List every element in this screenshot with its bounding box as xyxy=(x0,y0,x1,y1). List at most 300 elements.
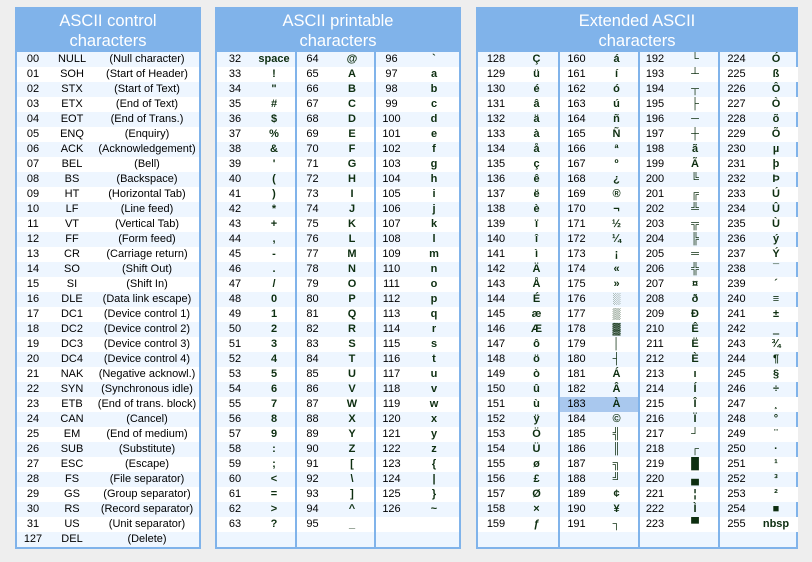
char-code: 234 xyxy=(727,203,746,215)
table-row xyxy=(295,382,374,397)
char-code: 229 xyxy=(727,128,746,140)
table-row xyxy=(295,217,374,232)
control-abbrev: EOT xyxy=(60,113,84,125)
char-code: 182 xyxy=(567,383,586,395)
char-glyph: Ê xyxy=(691,323,699,335)
table-row xyxy=(719,352,798,367)
char-code: 51 xyxy=(228,338,242,350)
table-row xyxy=(719,487,798,502)
control-code: 27 xyxy=(26,458,40,470)
table-row xyxy=(478,82,559,97)
char-code: 222 xyxy=(645,503,665,515)
char-code: 192 xyxy=(645,53,665,65)
table-row xyxy=(719,532,798,547)
char-code: 63 xyxy=(228,518,242,530)
table-row xyxy=(559,472,639,487)
control-code: 19 xyxy=(26,338,40,350)
control-description: (Vertical Tab) xyxy=(115,218,179,230)
table-row xyxy=(719,82,798,97)
table-row xyxy=(478,247,559,262)
char-glyph: ¢ xyxy=(613,488,620,500)
char-glyph: ¶ xyxy=(772,353,780,365)
char-glyph: î xyxy=(534,233,539,245)
table-row xyxy=(559,352,639,367)
control-description: (Start of Header) xyxy=(106,68,188,80)
table-row xyxy=(374,232,459,247)
char-glyph: È xyxy=(691,353,699,365)
char-glyph: a xyxy=(430,68,438,80)
char-glyph: c xyxy=(430,98,438,110)
char-glyph: Ö xyxy=(532,428,541,440)
char-glyph: J xyxy=(348,203,356,215)
char-code: 108 xyxy=(382,233,401,245)
control-code: 22 xyxy=(26,383,40,395)
control-abbrev: DLE xyxy=(61,293,83,305)
table-row xyxy=(719,112,798,127)
table-row xyxy=(217,517,295,532)
table-row xyxy=(17,172,199,187)
char-code: 113 xyxy=(382,308,401,320)
char-code: 151 xyxy=(486,398,506,410)
char-glyph: H xyxy=(348,173,356,185)
control-description: (Record separator) xyxy=(100,503,194,515)
table-row xyxy=(295,247,374,262)
char-glyph: ! xyxy=(272,68,276,80)
char-code: 189 xyxy=(567,488,586,500)
char-code: 103 xyxy=(382,158,401,170)
char-code: 155 xyxy=(486,458,506,470)
table-row xyxy=(217,187,295,202)
table-row xyxy=(559,427,639,442)
table-row xyxy=(639,367,719,382)
char-glyph: Õ xyxy=(771,128,781,140)
control-panel-title: ASCII control characters xyxy=(59,11,157,50)
char-code: 210 xyxy=(645,323,665,335)
table-row xyxy=(17,457,199,472)
table-row xyxy=(478,307,559,322)
char-code: 141 xyxy=(486,248,506,260)
table-row xyxy=(559,262,639,277)
char-glyph: ² xyxy=(774,488,778,500)
char-glyph: ~ xyxy=(430,503,438,515)
char-glyph: P xyxy=(348,293,356,305)
char-glyph: Q xyxy=(347,308,357,320)
char-glyph: I xyxy=(350,188,354,200)
char-glyph: 5 xyxy=(270,368,278,380)
table-row xyxy=(478,517,559,532)
table-row xyxy=(17,127,199,142)
table-row xyxy=(559,232,639,247)
char-code: 212 xyxy=(645,353,665,365)
char-glyph: ë xyxy=(533,188,540,200)
char-code: 97 xyxy=(385,68,398,80)
char-code: 96 xyxy=(385,53,398,65)
table-row xyxy=(374,412,459,427)
char-code: 240 xyxy=(727,293,746,305)
printable-column xyxy=(217,52,295,547)
char-glyph: ` xyxy=(432,53,436,65)
table-row xyxy=(374,502,459,517)
printable-panel-title: ASCII printable characters xyxy=(282,11,394,50)
char-code: 65 xyxy=(306,68,319,80)
char-code: 110 xyxy=(382,263,401,275)
char-glyph: ╩ xyxy=(691,203,699,215)
table-row xyxy=(17,187,199,202)
char-code: 59 xyxy=(228,458,242,470)
char-glyph: / xyxy=(272,278,276,290)
char-glyph: í xyxy=(614,68,619,80)
table-row xyxy=(478,157,559,172)
char-code: 180 xyxy=(567,353,586,365)
char-glyph: ª xyxy=(614,143,619,155)
char-code: 74 xyxy=(306,203,319,215)
char-glyph: 3 xyxy=(270,338,278,350)
char-glyph: · xyxy=(774,443,778,455)
char-glyph: ð xyxy=(691,293,699,305)
control-column xyxy=(17,52,199,547)
char-code: 68 xyxy=(306,113,319,125)
table-row xyxy=(17,427,199,442)
char-code: 248 xyxy=(727,413,746,425)
char-code: 150 xyxy=(486,383,506,395)
table-row xyxy=(719,247,798,262)
char-glyph: $ xyxy=(270,113,278,125)
table-row xyxy=(559,532,639,547)
table-row xyxy=(217,397,295,412)
table-row xyxy=(295,232,374,247)
table-row xyxy=(295,82,374,97)
char-code: 95 xyxy=(306,518,319,530)
table-row xyxy=(295,52,374,67)
extended-column xyxy=(639,52,719,547)
char-code: 252 xyxy=(727,473,746,485)
char-glyph: V xyxy=(348,383,356,395)
char-glyph: è xyxy=(533,203,540,215)
char-code: 208 xyxy=(645,293,665,305)
char-glyph: ö xyxy=(533,353,540,365)
char-code: 165 xyxy=(567,128,586,140)
table-row xyxy=(295,202,374,217)
table-row xyxy=(374,442,459,457)
char-glyph: ▒ xyxy=(612,308,621,320)
char-glyph: ü xyxy=(533,68,540,80)
char-glyph: ï xyxy=(534,218,539,230)
table-row xyxy=(559,412,639,427)
char-code: 198 xyxy=(645,143,665,155)
table-row xyxy=(17,292,199,307)
table-row xyxy=(478,202,559,217)
char-glyph: A xyxy=(348,68,356,80)
table-row xyxy=(374,397,459,412)
char-code: 119 xyxy=(382,398,401,410)
control-description: (Start of Text) xyxy=(114,83,180,95)
control-code: 26 xyxy=(26,443,40,455)
char-glyph: u xyxy=(430,368,438,380)
table-row xyxy=(374,172,459,187)
table-row xyxy=(719,322,798,337)
table-row xyxy=(217,157,295,172)
char-glyph: ù xyxy=(533,398,540,410)
char-code: 54 xyxy=(228,383,242,395)
table-row xyxy=(17,412,199,427)
extended-column xyxy=(559,52,639,547)
table-row xyxy=(639,247,719,262)
char-glyph: À xyxy=(612,398,621,410)
char-glyph: ¡ xyxy=(614,248,619,260)
table-row xyxy=(478,352,559,367)
char-code: 223 xyxy=(645,518,665,530)
char-code: 211 xyxy=(646,338,664,350)
char-code: 219 xyxy=(645,458,665,470)
char-code: 126 xyxy=(382,503,401,515)
table-row xyxy=(217,292,295,307)
char-code: 80 xyxy=(306,293,319,305)
extended-panel-title: Extended ASCII characters xyxy=(578,11,696,50)
char-code: 174 xyxy=(567,263,586,275)
table-row xyxy=(478,502,559,517)
char-glyph: ó xyxy=(613,83,620,95)
table-row xyxy=(559,202,639,217)
char-code: 47 xyxy=(228,278,242,290)
char-glyph: = xyxy=(270,488,278,500)
table-row xyxy=(295,502,374,517)
table-row xyxy=(719,367,798,382)
table-row xyxy=(17,322,199,337)
char-code: 76 xyxy=(306,233,319,245)
table-row xyxy=(217,82,295,97)
char-code: 225 xyxy=(727,68,746,80)
table-row xyxy=(478,232,559,247)
char-glyph: ³ xyxy=(774,473,778,485)
control-abbrev: SUB xyxy=(60,443,84,455)
char-code: 161 xyxy=(567,68,586,80)
char-code: 186 xyxy=(567,443,586,455)
table-row xyxy=(639,382,719,397)
char-code: 170 xyxy=(567,203,586,215)
char-glyph: ═ xyxy=(691,248,699,260)
char-code: 185 xyxy=(567,428,586,440)
char-glyph: < xyxy=(270,473,278,485)
char-code: 39 xyxy=(228,158,242,170)
char-code: 191 xyxy=(567,518,586,530)
control-abbrev: RS xyxy=(64,503,80,515)
char-glyph: ã xyxy=(691,143,699,155)
table-row xyxy=(639,82,719,97)
table-row xyxy=(295,307,374,322)
table-row xyxy=(559,382,639,397)
char-code: 67 xyxy=(306,98,319,110)
table-row xyxy=(478,112,559,127)
table-row xyxy=(719,277,798,292)
char-code: 196 xyxy=(645,113,665,125)
char-glyph: 2 xyxy=(270,323,278,335)
char-glyph: æ xyxy=(531,308,542,320)
table-row xyxy=(295,517,374,532)
table-row xyxy=(478,277,559,292)
char-glyph: B xyxy=(348,83,356,95)
char-glyph: ƒ xyxy=(533,518,540,530)
char-glyph: M xyxy=(347,248,357,260)
char-code: 123 xyxy=(382,458,401,470)
char-glyph: ; xyxy=(272,458,276,470)
table-row xyxy=(217,502,295,517)
char-code: 177 xyxy=(567,308,586,320)
table-row xyxy=(639,142,719,157)
table-row xyxy=(719,187,798,202)
char-glyph: ¬ xyxy=(613,203,620,215)
table-row xyxy=(295,337,374,352)
char-glyph: ÿ xyxy=(533,413,540,425)
table-row xyxy=(478,127,559,142)
char-glyph: õ xyxy=(772,113,780,125)
char-code: 64 xyxy=(306,53,319,65)
char-glyph: Ä xyxy=(532,263,541,275)
char-glyph: > xyxy=(270,503,278,515)
char-code: 34 xyxy=(228,83,242,95)
table-row xyxy=(639,307,719,322)
table-row xyxy=(17,67,199,82)
char-code: 81 xyxy=(306,308,319,320)
control-description: (Form feed) xyxy=(118,233,176,245)
table-row xyxy=(559,367,639,382)
control-code: 10 xyxy=(26,203,40,215)
printable-table xyxy=(217,52,459,547)
char-code: 56 xyxy=(228,413,242,425)
table-row xyxy=(217,52,295,67)
table-row xyxy=(559,157,639,172)
table-row xyxy=(374,112,459,127)
table-row xyxy=(639,97,719,112)
char-glyph: W xyxy=(346,398,358,410)
table-row xyxy=(559,337,639,352)
table-row xyxy=(478,442,559,457)
char-glyph: ≡ xyxy=(772,293,780,305)
char-code: 86 xyxy=(306,383,319,395)
control-abbrev: SYN xyxy=(60,383,84,395)
char-code: 202 xyxy=(645,203,665,215)
table-row xyxy=(17,247,199,262)
char-code: 53 xyxy=(228,368,242,380)
table-row xyxy=(478,427,559,442)
control-abbrev: STX xyxy=(61,83,83,95)
char-code: 48 xyxy=(228,293,242,305)
char-glyph: } xyxy=(431,488,437,500)
char-glyph: [ xyxy=(350,458,354,470)
char-code: 136 xyxy=(486,173,506,185)
char-glyph: space xyxy=(258,53,290,65)
table-row xyxy=(374,157,459,172)
char-glyph: ├ xyxy=(691,98,699,110)
table-row xyxy=(478,217,559,232)
char-code: 142 xyxy=(486,263,506,275)
char-code: 45 xyxy=(228,248,242,260)
char-glyph: & xyxy=(270,143,278,155)
char-code: 32 xyxy=(228,53,242,65)
char-code: 88 xyxy=(306,413,319,425)
table-row xyxy=(639,337,719,352)
control-abbrev: DEL xyxy=(61,533,83,545)
char-glyph: " xyxy=(271,83,277,95)
control-description: (Unit separator) xyxy=(108,518,186,530)
table-row xyxy=(217,232,295,247)
char-glyph: █ xyxy=(691,458,699,470)
table-row xyxy=(639,172,719,187)
table-row xyxy=(374,307,459,322)
char-code: 217 xyxy=(645,428,665,440)
char-code: 138 xyxy=(486,203,506,215)
control-description: (Device control 2) xyxy=(103,323,191,335)
char-code: 91 xyxy=(306,458,319,470)
char-glyph: j xyxy=(432,203,436,215)
char-code: 77 xyxy=(306,248,319,260)
control-abbrev: FF xyxy=(65,233,79,245)
char-glyph: p xyxy=(430,293,438,305)
char-glyph: é xyxy=(533,83,540,95)
char-glyph: å xyxy=(533,143,540,155)
char-code: 179 xyxy=(567,338,586,350)
table-row xyxy=(719,517,798,532)
char-glyph: r xyxy=(431,323,437,335)
char-code: 72 xyxy=(306,173,319,185)
char-code: 153 xyxy=(486,428,506,440)
char-glyph: ┌ xyxy=(691,443,699,455)
char-code: 220 xyxy=(645,473,665,485)
char-code: 137 xyxy=(486,188,506,200)
char-glyph: ▓ xyxy=(612,323,621,335)
control-abbrev: HT xyxy=(64,188,80,200)
char-glyph: 4 xyxy=(270,353,278,365)
control-code: 16 xyxy=(26,293,40,305)
char-glyph: Y xyxy=(348,428,356,440)
control-code: 28 xyxy=(26,473,40,485)
char-glyph: Í xyxy=(693,383,697,395)
char-code: 132 xyxy=(486,113,506,125)
char-glyph: ─ xyxy=(691,113,699,125)
control-code: 24 xyxy=(26,413,40,425)
char-code: 38 xyxy=(228,143,242,155)
char-glyph: ì xyxy=(534,248,539,260)
char-glyph: ı xyxy=(693,368,697,380)
char-glyph: ý xyxy=(772,233,780,245)
char-code: 139 xyxy=(486,218,506,230)
char-glyph: ╚ xyxy=(691,173,699,185)
control-code: 12 xyxy=(26,233,40,245)
table-row xyxy=(374,352,459,367)
table-row xyxy=(17,97,199,112)
char-code: 70 xyxy=(306,143,319,155)
char-code: 57 xyxy=(228,428,242,440)
char-code: 87 xyxy=(306,398,319,410)
char-code: 60 xyxy=(228,473,242,485)
char-glyph: ¸ xyxy=(774,398,778,410)
char-code: 169 xyxy=(567,188,586,200)
char-code: 35 xyxy=(228,98,242,110)
char-code: 92 xyxy=(306,473,319,485)
table-row xyxy=(217,202,295,217)
char-code: 144 xyxy=(486,293,506,305)
table-row xyxy=(478,67,559,82)
control-description: (Acknowledgement) xyxy=(98,143,196,155)
extended-characters-panel xyxy=(476,7,798,549)
table-row xyxy=(17,277,199,292)
char-glyph: © xyxy=(612,413,621,425)
char-code: 178 xyxy=(567,323,586,335)
table-row xyxy=(374,382,459,397)
table-row xyxy=(295,127,374,142)
control-abbrev: FS xyxy=(64,473,80,485)
table-row xyxy=(374,67,459,82)
char-code: 194 xyxy=(645,83,665,95)
